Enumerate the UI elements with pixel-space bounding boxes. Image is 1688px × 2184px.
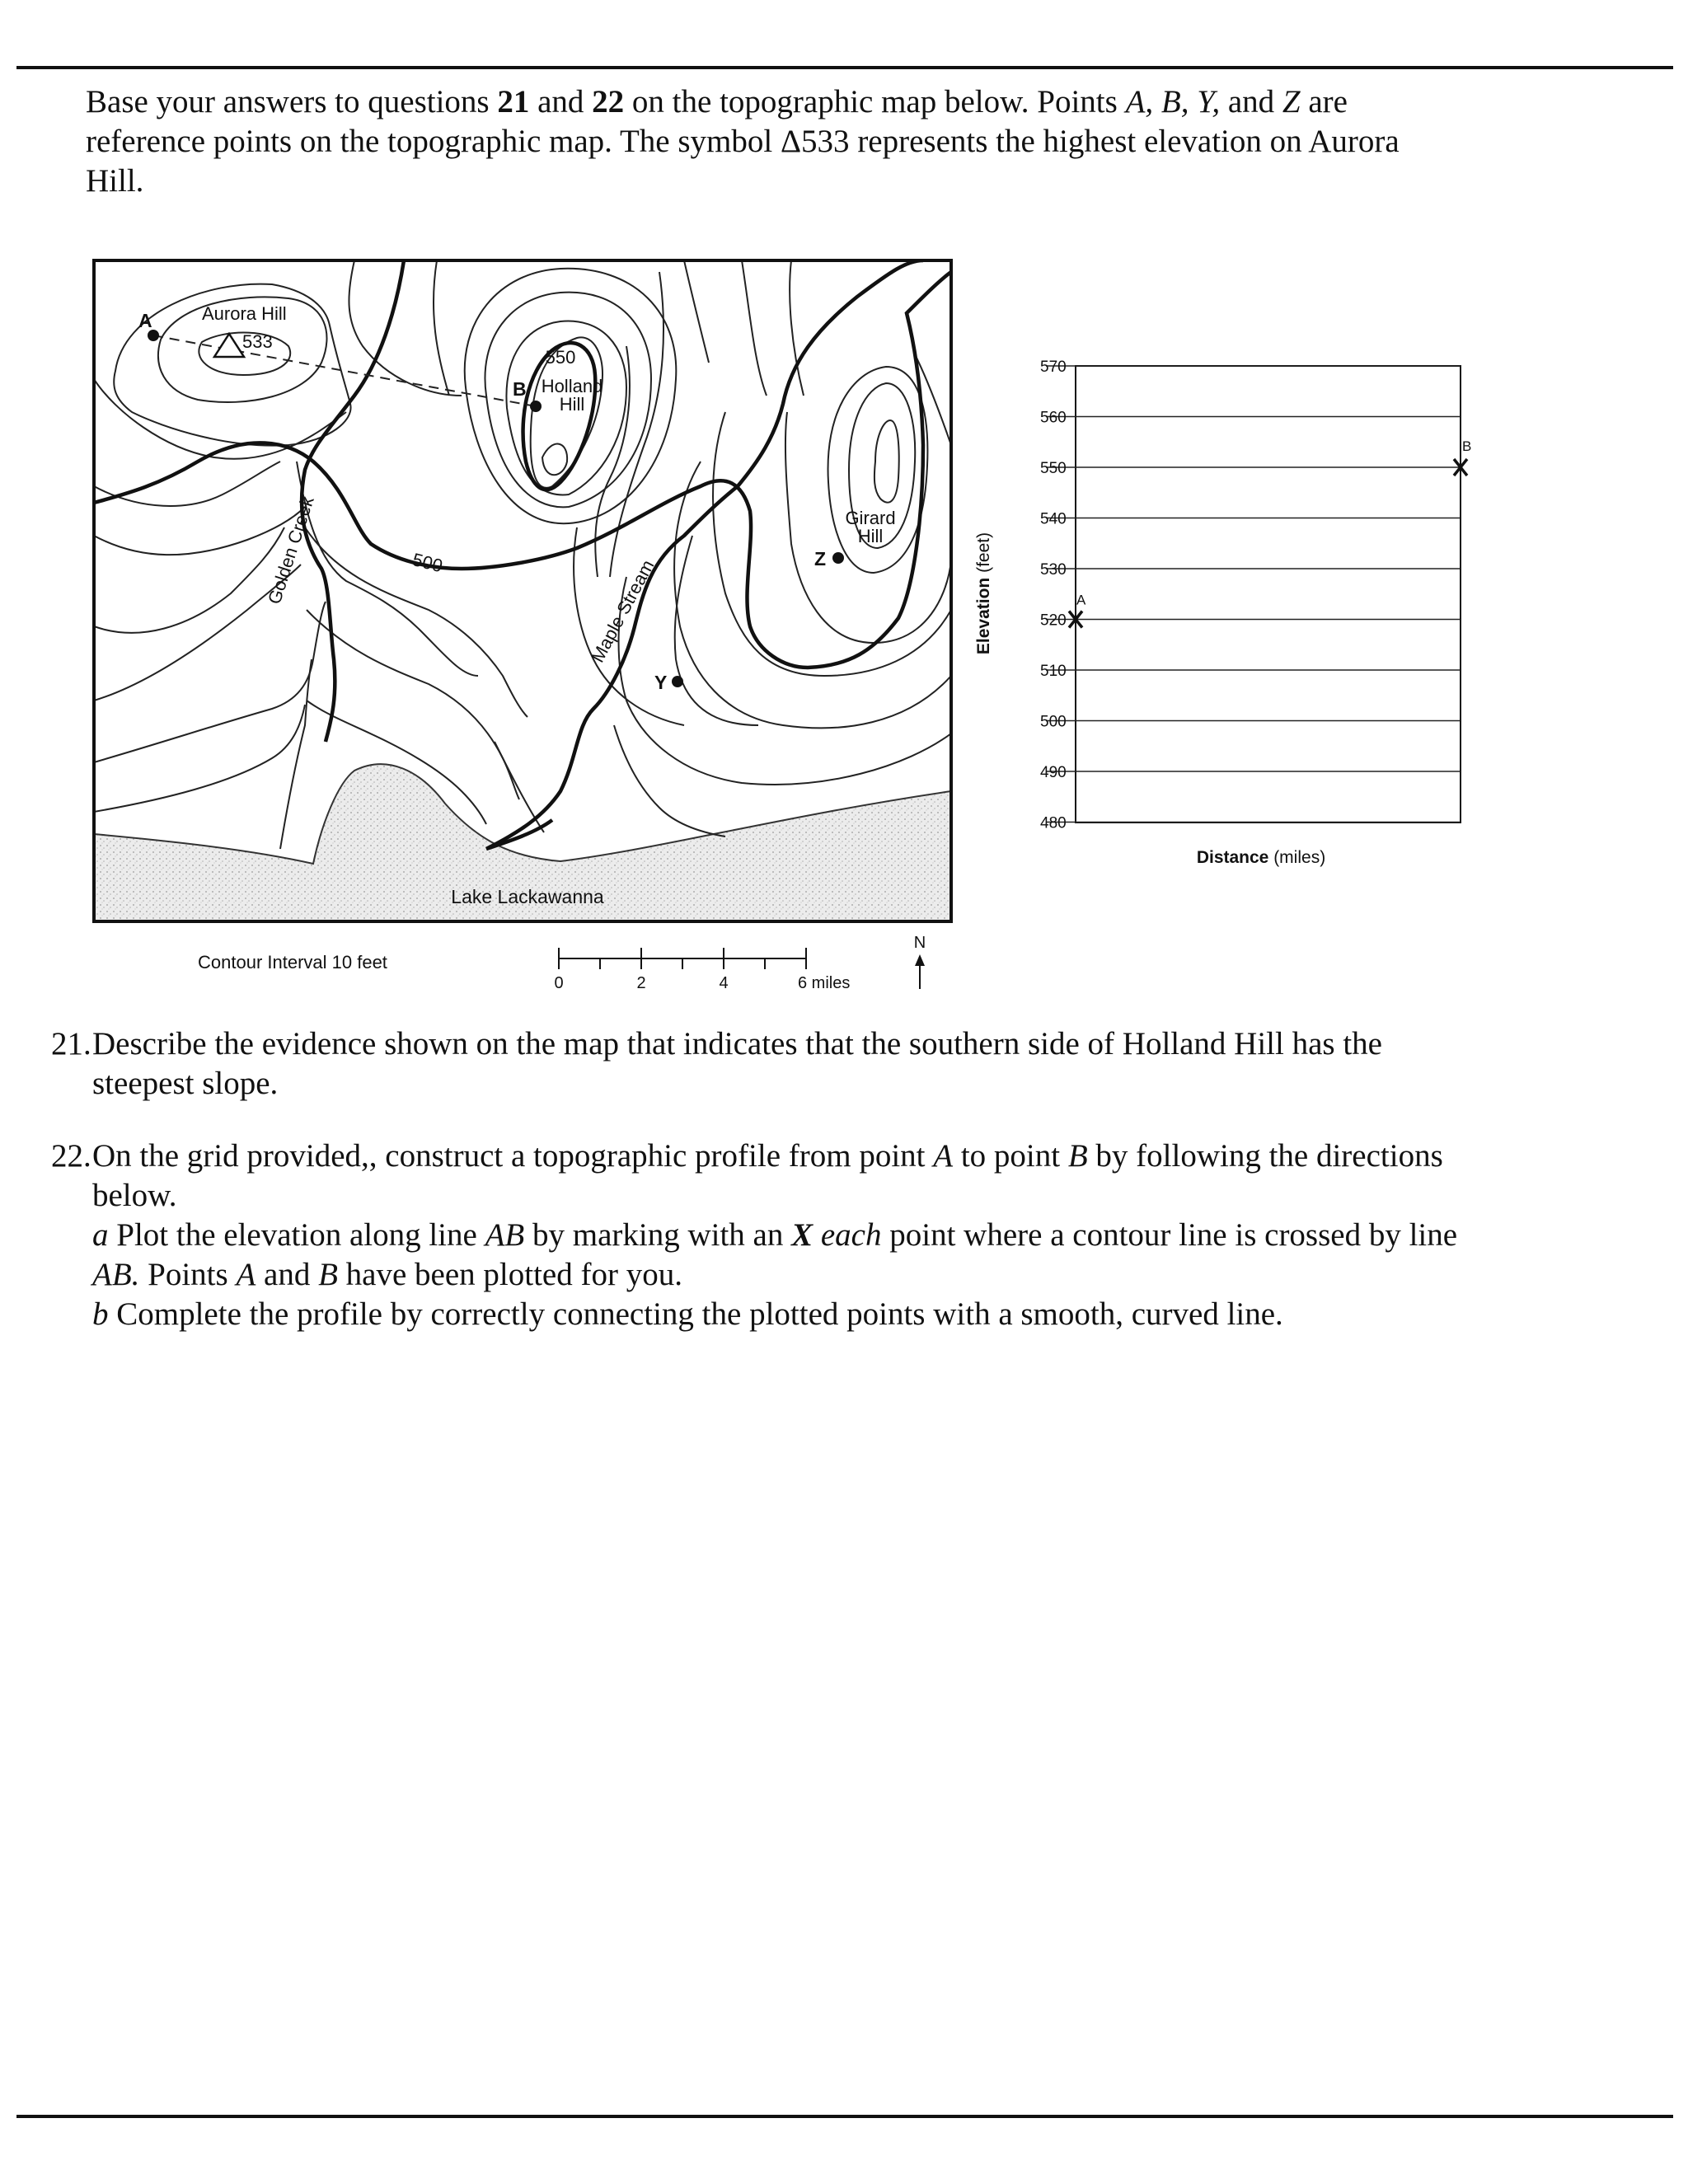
contour-north-3	[684, 260, 709, 363]
question-22-line-3: a Plot the elevation along line AB by marking with an X each point where a contour line is crossed by line	[92, 1217, 1458, 1253]
profile-grid	[974, 359, 1471, 867]
y-tick-label-540: 540	[1040, 510, 1067, 528]
scale-label-2: 2	[636, 974, 646, 992]
label-lake: Lake Lackawanna	[451, 886, 604, 907]
label-holland-2: Hill	[559, 394, 585, 415]
point-a-dot	[148, 330, 159, 341]
scale-label-4: 4	[719, 974, 729, 992]
label-aurora-elev: 533	[242, 331, 273, 352]
intro-line-3: Hill.	[86, 163, 144, 199]
question-22-line-4: AB. Points A and B have been plotted for you.	[92, 1257, 682, 1292]
contour-girard-inner	[874, 420, 899, 503]
y-tick-label-500: 500	[1040, 713, 1067, 731]
label-point-b: B	[513, 378, 527, 400]
contour-sw-a	[94, 602, 326, 762]
question-22-number: 22.	[51, 1138, 91, 1174]
contour-north-4	[742, 260, 767, 396]
y-tick-label-510: 510	[1040, 663, 1067, 680]
question-21-line-2: steepest slope.	[92, 1066, 279, 1101]
point-y-dot	[672, 676, 683, 687]
contour-y-loop	[675, 536, 758, 725]
index-contour-south-east	[486, 820, 552, 849]
question-21-number: 21.	[51, 1026, 91, 1062]
north-arrow-icon	[915, 954, 925, 989]
question-22	[51, 1137, 1617, 1334]
label-girard-1: Girard	[845, 508, 896, 528]
north-label: N	[913, 934, 926, 952]
contour-w-b	[94, 507, 305, 555]
question-21-line-1: Describe the evidence shown on the map that indicates that the southern side of Holland Hill has the	[92, 1026, 1382, 1062]
y-tick-label-490: 490	[1040, 764, 1067, 781]
point-z-dot	[832, 552, 844, 564]
summit-triangle-icon	[214, 334, 244, 357]
line-a-to-b	[153, 335, 536, 406]
label-girard-2: Hill	[857, 526, 884, 546]
intro-line-1: Base your answers to questions 21 and 22 on the topographic map below. Points A, B, Y, and Z are	[86, 84, 1348, 120]
profile-point-a-mark	[1069, 593, 1086, 628]
contour-valley-3	[574, 527, 684, 725]
label-holland-1: Holland	[541, 376, 603, 396]
contour-interval: Contour Interval 10 feet	[198, 952, 387, 972]
profile-grid-frame	[1076, 366, 1461, 823]
label-point-z: Z	[814, 548, 827, 569]
y-tick-label-570: 570	[1040, 359, 1067, 376]
label-point-y: Y	[654, 672, 668, 693]
bottom-rule	[16, 2115, 1673, 2118]
question-22-line-5: b Complete the profile by correctly connecting the plotted points with a smooth, curved line.	[92, 1296, 1283, 1332]
contour-sw-b	[94, 705, 305, 812]
contour-creek-w	[280, 659, 312, 849]
y-tick-label-550: 550	[1040, 460, 1067, 477]
y-tick-label-560: 560	[1040, 409, 1067, 427]
profile-y-axis-label: Elevation (feet)	[974, 532, 993, 655]
y-tick-label-530: 530	[1040, 561, 1067, 579]
scale-label-0: 0	[554, 974, 564, 992]
label-golden-creek: Golden Creek	[264, 494, 318, 607]
contour-valley-2	[610, 272, 663, 577]
contour-mid-b	[307, 610, 519, 799]
question-22-line-1: On the grid provided,, construct a topographic profile from point A to point B by following the directions	[92, 1138, 1443, 1174]
profile-point-b-mark	[1454, 438, 1471, 476]
question-21	[51, 1024, 1617, 1104]
contour-nw-a	[94, 379, 346, 459]
scale-label-6: 6 miles	[798, 974, 851, 992]
scale-bar	[559, 948, 806, 969]
point-b-dot	[530, 401, 542, 412]
contour-w-c	[94, 527, 284, 633]
contour-north-2	[434, 260, 449, 396]
topographic-map	[94, 260, 951, 921]
grid-lines	[1046, 366, 1461, 823]
profile-x-axis-label: Distance (miles)	[1196, 848, 1326, 867]
label-maple-stream: Maple Stream	[587, 556, 659, 666]
contour-stream-east	[614, 725, 725, 837]
label-holland-elev: 550	[545, 347, 576, 368]
y-tick-label-480: 480	[1040, 814, 1067, 832]
triangle-symbol: Δ533	[780, 124, 850, 159]
label-aurora-hill: Aurora Hill	[202, 303, 287, 324]
y-tick-label-520: 520	[1040, 612, 1067, 630]
label-contour-500: 500	[410, 549, 445, 577]
contour-holland-innermost	[542, 444, 567, 476]
label-point-a: A	[138, 310, 152, 331]
question-22-line-2: below.	[92, 1178, 177, 1213]
intro-line-2: reference points on the topographic map. The symbol Δ533 represents the highest elevation on Aurora	[86, 124, 1400, 159]
profile-point-a-mark-label: A	[1076, 592, 1086, 608]
profile-point-b-mark-label: B	[1462, 438, 1472, 454]
